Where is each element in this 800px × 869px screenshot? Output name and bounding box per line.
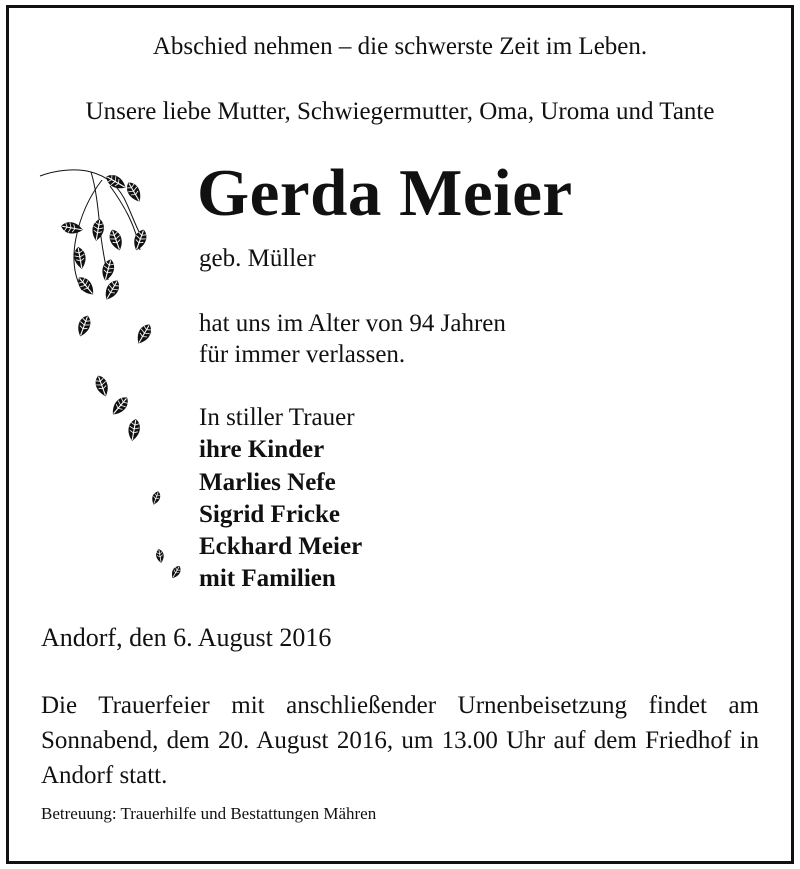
ceremony-info: Die Trauerfeier mit anschließender Urnenbeisetzung findet am Sonnabend, dem 20. August 2016, um 13.00 Uhr auf dem Friedhof in Andorf statt. [41,692,759,789]
maiden-name: geb. Müller [199,245,316,272]
mourner-name: Sigrid Fricke [199,501,340,528]
mourners-group: ihre Kinder [199,436,325,463]
deceased-name: Gerda Meier [197,156,573,230]
message-line-2: für immer verlassen. [199,341,406,368]
place-date: Andorf, den 6. August 2016 [41,623,332,652]
message-line-1: hat uns im Alter von 94 Jahren [199,310,506,337]
mourners-families: mit Familien [199,565,336,592]
intro-line: Abschied nehmen – die schwerste Zeit im Leben. [152,33,648,60]
relation-line: Unsere liebe Mutter, Schwiegermutter, Oma, Uroma und Tante [85,98,715,125]
mourner-name: Marlies Nefe [199,469,336,496]
funeral-service-credit: Betreuung: Trauerhilfe und Bestattungen Mähren [41,804,377,823]
birch-leaves-icon [36,158,196,588]
mourning-intro: In stiller Trauer [199,404,355,431]
mourner-name: Eckhard Meier [199,533,363,560]
